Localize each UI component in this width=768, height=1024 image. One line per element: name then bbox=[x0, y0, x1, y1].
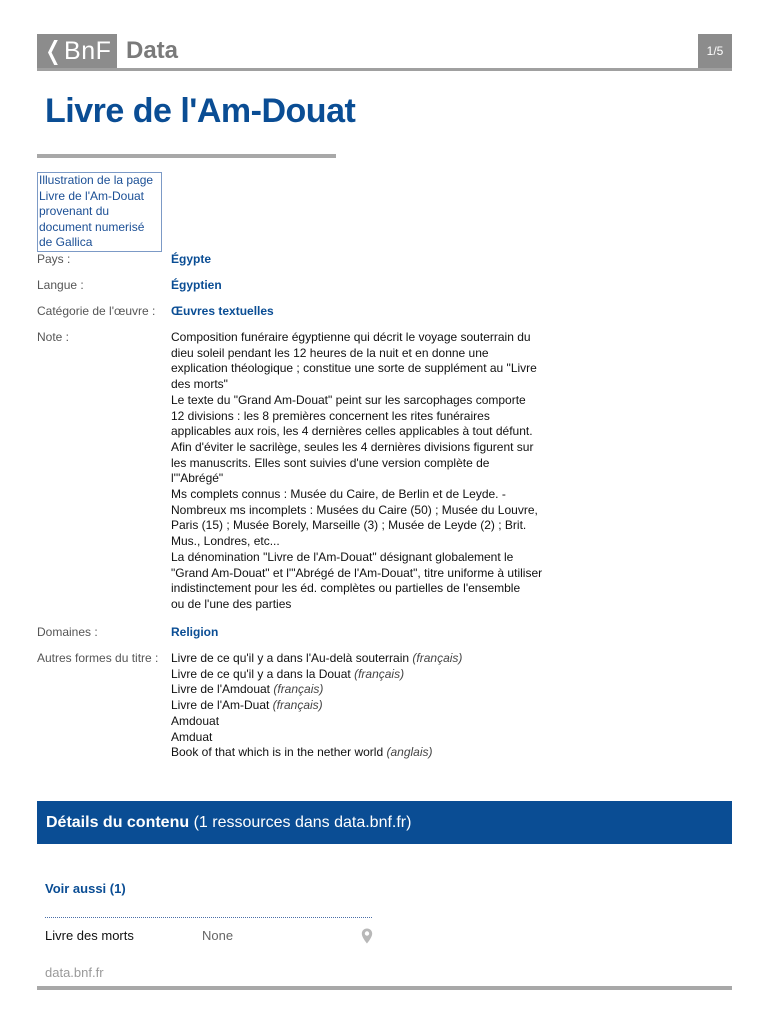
note-line: La dénomination "Livre de l'Am-Douat" désignant globalement le bbox=[171, 549, 514, 564]
alt-title-lang: (français) bbox=[272, 698, 323, 713]
domaines-value-link[interactable]: Religion bbox=[171, 625, 219, 639]
note-line: Composition funéraire égyptienne qui décrit le voyage souterrain du bbox=[171, 330, 531, 344]
alt-title-text: Amduat bbox=[171, 729, 213, 744]
see-also-item-link[interactable]: Livre des morts bbox=[45, 928, 134, 943]
alt-title-lang: (français) bbox=[273, 682, 324, 697]
bnf-logo[interactable]: ❬BnF bbox=[37, 34, 117, 68]
see-also-item-value: None bbox=[202, 928, 234, 943]
alt-title-item bbox=[171, 651, 462, 667]
langue-value-link[interactable]: Égyptien bbox=[171, 278, 222, 292]
see-also-heading: Voir aussi (1) bbox=[45, 881, 126, 896]
note-line: Afin d'éviter le sacrilège, seules les 4 dernières divisions figurent sur bbox=[171, 439, 534, 454]
map-pin-icon bbox=[361, 928, 373, 944]
alt-title-item bbox=[171, 698, 462, 714]
section-subtitle: (1 ressources dans data.bnf.fr) bbox=[193, 814, 412, 831]
note-line: Le texte du "Grand Am-Douat" peint sur les sarcophages comporte bbox=[171, 392, 526, 407]
note-line: des morts" bbox=[171, 377, 228, 392]
note-line: Ms complets connus : Musée du Caire, de Berlin et de Leyde. - bbox=[171, 487, 506, 502]
note-label: Note : bbox=[37, 330, 70, 344]
note-line: 12 divisions : les 8 premières concernent les rites funéraires bbox=[171, 408, 490, 423]
note-line: indistinctement pour les éd. complètes ou partielles de l'ensemble bbox=[171, 581, 521, 596]
page-indicator: 1/5 bbox=[698, 34, 732, 68]
note-line: Paris (15) ; Musée Borely, Marseille (3) ; Musée de Leyde (2) ; Brit. bbox=[171, 518, 527, 533]
note-line: applicables aux rois, les 4 dernières celles applicables à tout défunt. bbox=[171, 424, 533, 439]
page-header bbox=[37, 34, 732, 71]
note-line: Mus., Londres, etc... bbox=[171, 534, 280, 549]
title-divider bbox=[37, 154, 336, 158]
content-details-bar bbox=[37, 801, 732, 844]
alt-title-text: Book of that which is in the nether world bbox=[171, 745, 384, 760]
alt-title-text: Livre de ce qu'il y a dans l'Au-delà souterrain bbox=[171, 651, 410, 665]
alt-title-item bbox=[171, 682, 462, 698]
alt-title-text: Livre de ce qu'il y a dans la Douat bbox=[171, 666, 351, 681]
note-line: les manuscrits. Elles sont suivies d'une version complète de bbox=[171, 455, 490, 470]
autres-formes-list bbox=[171, 651, 462, 761]
pays-value-link[interactable]: Égypte bbox=[171, 252, 212, 266]
footer-divider bbox=[37, 986, 732, 990]
note-line: "Grand Am-Douat" et l'"Abrégé de l'Am-Douat", titre uniforme à utiliser bbox=[171, 565, 543, 580]
alt-title-text: Livre de l'Am-Duat bbox=[171, 698, 270, 713]
langue-label: Langue : bbox=[37, 278, 84, 292]
autres-formes-label: Autres formes du titre : bbox=[37, 651, 159, 665]
alt-title-lang: (français) bbox=[354, 666, 405, 681]
see-also-divider bbox=[45, 917, 372, 918]
page-title: Livre de l'Am-Douat bbox=[45, 92, 356, 130]
domaines-label: Domaines : bbox=[37, 625, 98, 639]
alt-title-item bbox=[171, 714, 462, 730]
note-line: explication théologique ; constitue une sorte de supplément au "Livre bbox=[171, 361, 537, 376]
note-line: l'"Abrégé" bbox=[171, 471, 224, 486]
categorie-label: Catégorie de l'œuvre : bbox=[37, 304, 156, 318]
note-line: ou de l'une des parties bbox=[171, 596, 292, 611]
note-line: Nombreux ms incomplets : Musées du Caire (50) ; Musée du Louvre, bbox=[171, 502, 538, 517]
illustration-image[interactable]: Illustration de la page Livre de l'Am-Douat provenant du document numerisé de Gallica bbox=[37, 172, 162, 252]
footer-site-name: data.bnf.fr bbox=[45, 965, 104, 980]
alt-title-item bbox=[171, 667, 462, 683]
note-text bbox=[171, 330, 542, 613]
app-name: Data bbox=[126, 37, 179, 64]
categorie-value-link[interactable]: Œuvres textuelles bbox=[171, 304, 274, 318]
alt-title-item bbox=[171, 730, 462, 746]
alt-title-text: Amdouat bbox=[171, 713, 220, 728]
alt-title-lang: (français) bbox=[412, 651, 463, 665]
alt-title-lang: (anglais) bbox=[386, 745, 433, 760]
section-title: Détails du contenu bbox=[46, 814, 190, 831]
pays-label: Pays : bbox=[37, 252, 71, 266]
alt-title-text: Livre de l'Amdouat bbox=[171, 682, 271, 697]
alt-title-item bbox=[171, 745, 462, 761]
note-line: dieu soleil pendant les 12 heures de la nuit et en donne une bbox=[171, 345, 489, 360]
